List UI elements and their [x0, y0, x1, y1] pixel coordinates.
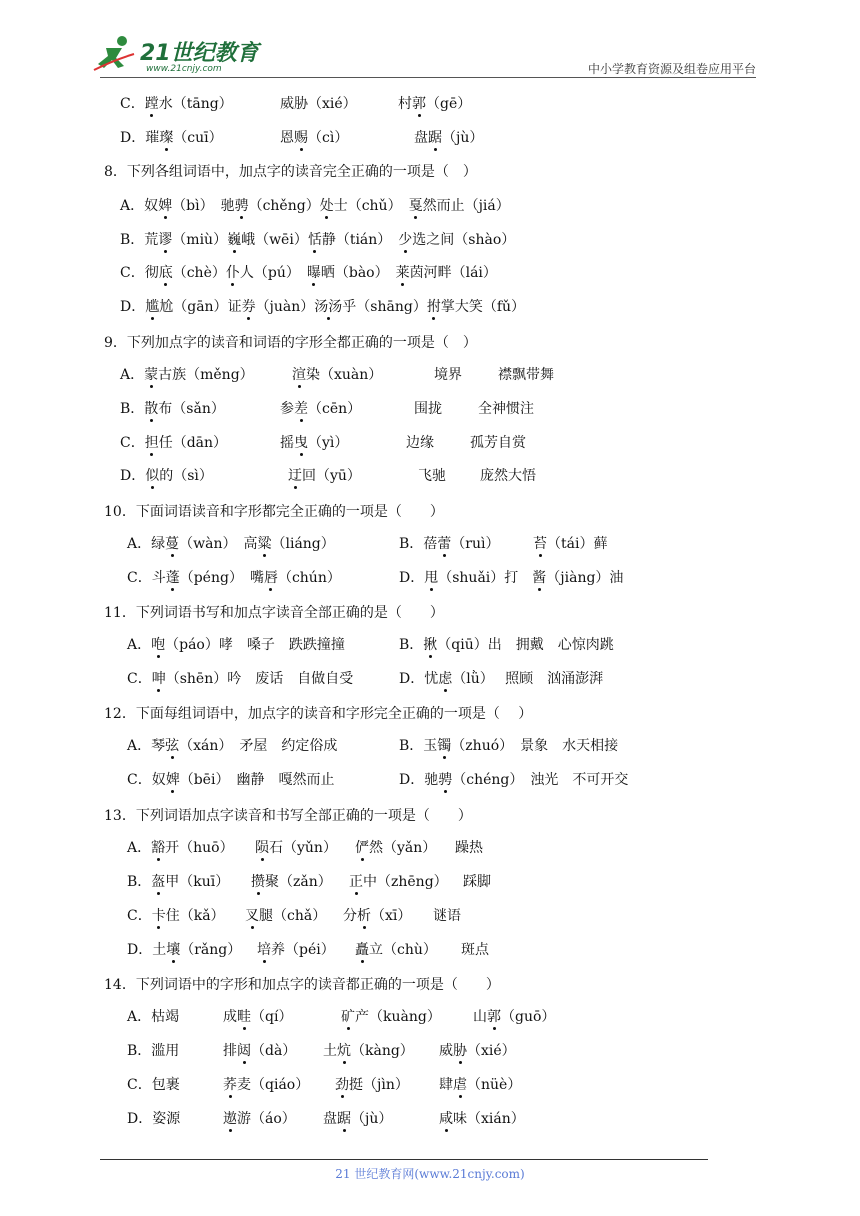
- text-run: （gē）: [426, 96, 472, 112]
- dotted-char: 莱: [395, 265, 410, 281]
- text-run: （cì）: [308, 130, 349, 146]
- text-run: 士（chǔ）: [333, 198, 409, 214]
- text-run: （xī）: [371, 908, 412, 924]
- text-run: 水（tāng）: [158, 96, 233, 112]
- dotted-char: 骋: [234, 198, 249, 214]
- dotted-char: 仆: [225, 265, 240, 281]
- option-segment: [280, 433, 348, 453]
- dotted-char: 蹚: [144, 96, 159, 112]
- option-segment: [120, 466, 213, 486]
- option-segment: [120, 196, 510, 216]
- option-segment: [349, 872, 448, 892]
- text-run: 襟飘带舞: [498, 367, 554, 383]
- text-run: 8．下列各组词语中，加点字的读音完全正确的一项是（ ）: [104, 164, 477, 180]
- text-run: （bì） 驰: [172, 198, 235, 214]
- option-segment: [120, 230, 515, 250]
- text-run: C．: [120, 435, 145, 451]
- text-run: 12．下面每组词语中，加点字的读音和字形完全正确的一项是（ ）: [104, 706, 533, 722]
- dotted-char: 曳: [294, 435, 308, 451]
- text-run: C．: [120, 96, 145, 112]
- text-run: （tái）藓: [547, 536, 608, 552]
- text-run: C．斗: [127, 570, 166, 586]
- option-segment: [120, 128, 223, 148]
- option-segment: [127, 534, 335, 554]
- option-segment: [439, 1041, 516, 1061]
- dotted-char: 少: [398, 232, 413, 248]
- dotted-char: 蔓: [165, 536, 180, 552]
- dotted-char: 巍: [227, 232, 242, 248]
- text-run: 染（xuàn）: [306, 367, 383, 383]
- dotted-char: 券: [241, 299, 256, 315]
- text-run: （juàn）: [255, 299, 315, 315]
- text-run: （zhuó） 景象 水天相接: [451, 738, 619, 754]
- option-segment: [127, 1075, 180, 1095]
- text-run: （wàn） 高: [179, 536, 258, 552]
- option-segment: [127, 872, 229, 892]
- text-run: C．: [127, 908, 152, 924]
- dotted-char: 粱: [257, 536, 272, 552]
- text-run: 恩: [280, 130, 294, 146]
- text-run: 躁热: [455, 840, 483, 856]
- text-run: （bēi） 幽静 嘎然而止: [179, 772, 335, 788]
- runner-logo-icon: [92, 34, 136, 74]
- text-run: B．荒: [120, 232, 159, 248]
- text-run: 布（sǎn）: [158, 401, 225, 417]
- text-run: （shēn）吟 废话 自做自受: [165, 671, 354, 687]
- text-run: 味（xián）: [453, 1111, 525, 1127]
- option-segment: [120, 263, 497, 283]
- text-run: 成: [223, 1009, 237, 1025]
- text-run: 威: [439, 1043, 453, 1059]
- option-segment: [341, 1007, 441, 1027]
- dotted-char: 迂: [288, 468, 302, 484]
- header-divider: [100, 77, 756, 78]
- text-run: 石（yǔn）: [269, 840, 337, 856]
- text-run: 参: [280, 401, 294, 417]
- option-segment: [292, 365, 382, 385]
- option-segment: [355, 838, 436, 858]
- text-run: 谜语: [433, 908, 461, 924]
- option-segment: [104, 603, 444, 623]
- option-segment: [280, 94, 357, 114]
- option-segment: [414, 399, 442, 419]
- dotted-char: 担: [144, 435, 159, 451]
- dotted-char: 畦: [237, 1009, 251, 1025]
- text-run: （péng） 嘴: [179, 570, 264, 586]
- text-run: A．: [120, 367, 145, 383]
- text-run: 峨（wēi）: [241, 232, 308, 248]
- dotted-char: 尴: [145, 299, 160, 315]
- text-run: （qiū）出 拥戴 心惊肉跳: [437, 637, 614, 653]
- text-run: 挺（jìn）: [349, 1077, 409, 1093]
- option-segment: [418, 466, 446, 486]
- dotted-char: 汤汤: [314, 299, 343, 315]
- page-header: [0, 0, 860, 80]
- dotted-char: 处: [319, 198, 334, 214]
- text-run: （chún）: [277, 570, 341, 586]
- text-run: 古族（měng）: [158, 367, 254, 383]
- text-run: 14．下列词语中的字形和加点字的读音都正确的一项是（ ）: [104, 977, 500, 993]
- dotted-char: 骋: [438, 772, 453, 788]
- text-run: （páo）哮 嗓子 跌跌撞撞: [165, 637, 345, 653]
- text-run: 游（áo）: [237, 1111, 296, 1127]
- option-segment: [434, 365, 462, 385]
- text-run: C．: [127, 671, 152, 687]
- dotted-char: 戛: [408, 198, 423, 214]
- text-run: （chěng）: [248, 198, 320, 214]
- text-run: （chéng） 浊光 不可开交: [452, 772, 629, 788]
- option-segment: [335, 1075, 409, 1095]
- text-run: 盘: [323, 1111, 337, 1127]
- text-run: 围拢: [414, 401, 442, 417]
- option-segment: [127, 940, 241, 960]
- text-run: 肆: [439, 1077, 453, 1093]
- text-run: 11．下列词语书写和加点字读音全部正确的是（ ）: [104, 605, 444, 621]
- text-run: 分: [343, 908, 357, 924]
- dotted-char: 胁: [453, 1043, 467, 1059]
- dotted-char: 正: [349, 874, 363, 890]
- option-segment: [104, 162, 477, 182]
- option-segment: [480, 466, 536, 486]
- option-segment: [120, 433, 227, 453]
- text-run: 产（kuàng）: [355, 1009, 441, 1025]
- text-run: 威胁（xié）: [280, 96, 357, 112]
- dotted-char: 郭: [487, 1009, 501, 1025]
- text-run: 中（zhēng）: [363, 874, 448, 890]
- option-segment: [127, 906, 225, 926]
- text-run: B．: [120, 401, 145, 417]
- dotted-char: 豁: [151, 840, 166, 856]
- option-segment: [414, 128, 483, 148]
- option-segment: [399, 534, 499, 554]
- text-run: （lǜ） 照顾 汹涌澎湃: [452, 671, 604, 687]
- text-run: D．土: [127, 942, 167, 958]
- option-segment: [323, 1109, 392, 1129]
- option-segment: [470, 433, 526, 453]
- option-segment: [399, 669, 603, 689]
- dotted-char: 劲: [335, 1077, 349, 1093]
- text-run: 立（chù）: [369, 942, 437, 958]
- option-segment: [104, 806, 472, 826]
- option-segment: [439, 1075, 521, 1095]
- text-run: （cuī）: [173, 130, 223, 146]
- text-run: 人（pú）: [239, 265, 307, 281]
- dotted-char: 遨: [223, 1111, 237, 1127]
- dotted-char: 呻: [151, 671, 166, 687]
- text-run: 甲（kuī）: [165, 874, 230, 890]
- text-run: D．: [399, 570, 425, 586]
- option-segment: [433, 906, 461, 926]
- dotted-char: 婢: [158, 198, 173, 214]
- text-run: A．绿: [127, 536, 166, 552]
- dotted-char: 渲: [292, 367, 306, 383]
- text-run: （jù）: [442, 130, 484, 146]
- option-segment: [533, 534, 607, 554]
- option-segment: [280, 399, 361, 419]
- text-run: 9．下列加点字的读音和词语的字形全都正确的一项是（ ）: [104, 335, 477, 351]
- text-run: 斑点: [461, 942, 489, 958]
- dotted-char: 唇: [263, 570, 278, 586]
- text-run: A．: [127, 840, 152, 856]
- dotted-char: 攒: [251, 874, 265, 890]
- option-segment: [439, 1109, 525, 1129]
- text-run: 任（dān）: [158, 435, 228, 451]
- text-run: 住（kǎ）: [165, 908, 225, 924]
- text-run: （shuǎi）打: [438, 570, 533, 586]
- dotted-char: 踞: [337, 1111, 351, 1127]
- text-run: A．枯竭: [127, 1009, 180, 1025]
- dotted-char: 苔: [533, 536, 547, 552]
- text-run: 腿（chǎ）: [259, 908, 327, 924]
- text-run: 13．下列词语加点字读音和书写全部正确的一项是（ ）: [104, 808, 472, 824]
- dotted-char: 陨: [255, 840, 269, 856]
- dotted-char: 镯: [437, 738, 452, 754]
- dotted-char: 培: [257, 942, 271, 958]
- dotted-char: 壤: [166, 942, 181, 958]
- dotted-char: 虐: [453, 1077, 467, 1093]
- option-segment: [120, 365, 254, 385]
- text-run: 的（sì）: [159, 468, 213, 484]
- dotted-char: 矗: [355, 942, 369, 958]
- dotted-char: 蓬: [165, 570, 180, 586]
- dotted-char: 似: [145, 468, 160, 484]
- option-segment: [127, 770, 334, 790]
- text-run: 全神惯注: [478, 401, 534, 417]
- dotted-char: 卡: [151, 908, 166, 924]
- text-run: （xié）: [467, 1043, 516, 1059]
- text-run: 掌大笑（fǔ）: [440, 299, 526, 315]
- text-run: （xán） 矛屋 约定俗成: [179, 738, 338, 754]
- option-segment: [323, 1041, 414, 1061]
- option-segment: [104, 333, 477, 353]
- text-run: 证: [227, 299, 242, 315]
- text-run: 摇: [280, 435, 294, 451]
- option-segment: [127, 568, 341, 588]
- dotted-char: 散: [144, 401, 159, 417]
- text-run: 飞驰: [418, 468, 446, 484]
- text-run: 晒（bào）: [320, 265, 396, 281]
- option-segment: [223, 1109, 296, 1129]
- text-run: （yì）: [308, 435, 349, 451]
- option-segment: [461, 940, 489, 960]
- text-run: 聚（zǎn）: [265, 874, 332, 890]
- dotted-char: 婢: [165, 772, 180, 788]
- text-run: 山: [473, 1009, 487, 1025]
- option-segment: [245, 906, 326, 926]
- text-run: 10．下面词语读音和字形都完全正确的一项是（ ）: [104, 504, 444, 520]
- option-segment: [478, 399, 534, 419]
- dotted-char: 叉: [245, 908, 259, 924]
- dotted-char: 咸: [439, 1111, 453, 1127]
- text-run: （jù）: [351, 1111, 393, 1127]
- dotted-char: 虑: [438, 671, 453, 687]
- text-run: （qí）: [251, 1009, 293, 1025]
- text-run: 开（huō）: [165, 840, 234, 856]
- dotted-char: 蒙: [144, 367, 159, 383]
- option-segment: [127, 1109, 180, 1129]
- option-segment: [120, 297, 525, 317]
- option-segment: [355, 940, 437, 960]
- option-segment: [127, 838, 234, 858]
- site-logo: [92, 34, 262, 78]
- logo-text: 21世纪教育: [140, 41, 259, 66]
- dotted-char: 俨: [355, 840, 369, 856]
- text-run: D．: [120, 468, 146, 484]
- text-run: D．姿源: [127, 1111, 181, 1127]
- text-run: C．奴: [127, 772, 166, 788]
- option-segment: [399, 736, 618, 756]
- dotted-char: 底: [158, 265, 173, 281]
- text-run: B．: [399, 536, 424, 552]
- dotted-char: 曝: [306, 265, 321, 281]
- text-run: B．滥用: [127, 1043, 180, 1059]
- dotted-char: 弦: [165, 738, 180, 754]
- dotted-char: 盔: [151, 874, 166, 890]
- dotted-char: 揪: [423, 637, 438, 653]
- dotted-char: 恬: [307, 232, 322, 248]
- dotted-char: 矿: [341, 1009, 355, 1025]
- text-run: 盘: [414, 130, 428, 146]
- option-segment: [406, 433, 434, 453]
- dotted-char: 谬: [158, 232, 173, 248]
- option-segment: [498, 365, 554, 385]
- text-run: 静（tián）: [321, 232, 399, 248]
- dotted-char: 咆: [151, 637, 166, 653]
- text-run: （jiàng）油: [546, 570, 624, 586]
- text-run: 境界: [434, 367, 462, 383]
- dotted-char: 郭: [412, 96, 426, 112]
- text-run: （chè）: [172, 265, 226, 281]
- option-segment: [288, 466, 361, 486]
- footer-text: 21 世纪教育网(www.21cnjy.com): [335, 1167, 525, 1181]
- text-run: C．彻: [120, 265, 159, 281]
- text-run: 茵河畔（lái）: [409, 265, 497, 281]
- option-segment: [127, 669, 353, 689]
- text-run: 土: [323, 1043, 337, 1059]
- option-segment: [398, 94, 471, 114]
- option-segment: [280, 128, 348, 148]
- option-segment: [251, 872, 332, 892]
- option-segment: [127, 635, 345, 655]
- text-run: B．玉: [399, 738, 438, 754]
- option-segment: [399, 568, 623, 588]
- option-segment: [257, 940, 335, 960]
- text-run: （nüè）: [467, 1077, 522, 1093]
- text-run: D．: [120, 299, 146, 315]
- text-run: （dà）: [251, 1043, 297, 1059]
- dotted-char: 闼: [237, 1043, 251, 1059]
- dotted-char: 荞: [223, 1077, 237, 1093]
- dotted-char: 拊: [426, 299, 441, 315]
- option-segment: [223, 1041, 296, 1061]
- option-segment: [104, 704, 532, 724]
- option-segment: [255, 838, 337, 858]
- dotted-char: 炕: [337, 1043, 351, 1059]
- dotted-char: 璨: [159, 130, 174, 146]
- text-run: 麦（qiáo）: [237, 1077, 310, 1093]
- footer-divider: [100, 1159, 708, 1160]
- text-run: （kàng）: [351, 1043, 414, 1059]
- text-run: 然而止（jiá）: [422, 198, 510, 214]
- option-segment: [104, 975, 500, 995]
- text-run: B．: [399, 637, 424, 653]
- dotted-char: 踞: [428, 130, 442, 146]
- text-run: 庞然大悟: [480, 468, 536, 484]
- option-segment: [104, 502, 444, 522]
- option-segment: [343, 906, 411, 926]
- dotted-char: 差: [294, 401, 308, 417]
- text-run: C．包裹: [127, 1077, 180, 1093]
- option-segment: [127, 736, 337, 756]
- text-run: （liáng）: [271, 536, 335, 552]
- option-segment: [223, 1075, 309, 1095]
- dotted-char: 蕾: [437, 536, 452, 552]
- text-run: 踩脚: [463, 874, 491, 890]
- text-run: D．驰: [399, 772, 439, 788]
- text-run: 村: [398, 96, 412, 112]
- text-run: 排: [223, 1043, 237, 1059]
- dotted-char: 析: [357, 908, 371, 924]
- text-run: （miù）: [172, 232, 228, 248]
- text-run: D．忧: [399, 671, 439, 687]
- text-run: （rǎng）: [180, 942, 242, 958]
- text-run: 蓓: [423, 536, 438, 552]
- text-run: A．琴: [127, 738, 166, 754]
- dotted-char: 甩: [424, 570, 439, 586]
- option-segment: [120, 94, 233, 114]
- text-run: 然（yǎn）: [369, 840, 437, 856]
- text-run: 选之间（shào）: [412, 232, 516, 248]
- option-segment: [455, 838, 483, 858]
- text-run: A．奴: [120, 198, 159, 214]
- option-segment: [399, 770, 628, 790]
- text-run: 乎（shāng）: [342, 299, 427, 315]
- dotted-char: 赐: [294, 130, 308, 146]
- option-segment: [120, 399, 225, 419]
- option-segment: [223, 1007, 292, 1027]
- text-run: 孤芳自赏: [470, 435, 526, 451]
- text-run: 边缘: [406, 435, 434, 451]
- text-run: 回（yū）: [302, 468, 361, 484]
- option-segment: [127, 1007, 179, 1027]
- text-run: B．: [127, 874, 152, 890]
- text-run: D．璀: [120, 130, 160, 146]
- option-segment: [473, 1007, 555, 1027]
- text-run: 养（péi）: [271, 942, 335, 958]
- text-run: （guō）: [501, 1009, 556, 1025]
- option-segment: [463, 872, 491, 892]
- option-segment: [127, 1041, 179, 1061]
- site-title: 中小学教育资源及组卷应用平台: [587, 62, 756, 76]
- dotted-char: 酱: [532, 570, 547, 586]
- text-run: （ruì）: [451, 536, 500, 552]
- text-run: A．: [127, 637, 152, 653]
- text-run: （cēn）: [308, 401, 362, 417]
- text-run: 尬（gān）: [159, 299, 228, 315]
- option-segment: [399, 635, 614, 655]
- logo-url: www.21cnjy.com: [146, 64, 222, 74]
